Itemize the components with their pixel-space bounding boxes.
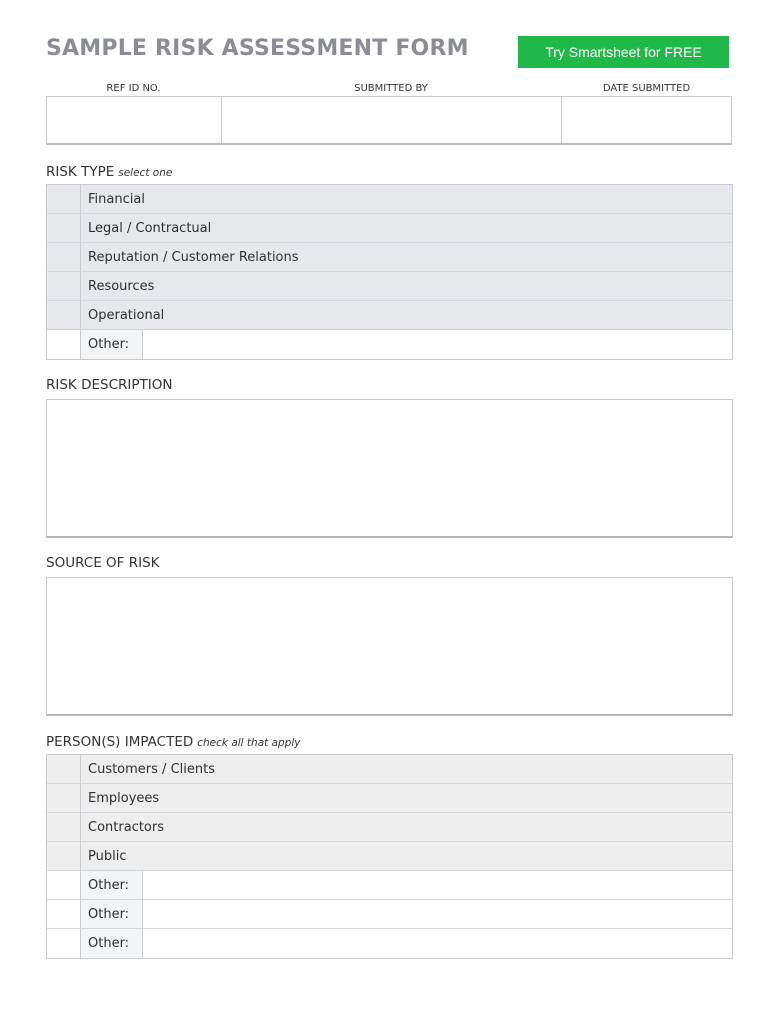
person-other-label: Other: [81,900,143,928]
risk-type-label: RISK TYPE [46,164,115,180]
person-option: Public [88,848,127,864]
risk-type-option: Reputation / Customer Relations [88,249,299,265]
list-item [47,301,732,330]
person-option: Contractors [88,819,164,835]
person-other-label: Other: [81,929,143,958]
person-other-input[interactable] [143,871,732,899]
person-checkbox[interactable] [47,871,81,899]
list-item [47,813,732,842]
ref-id-field[interactable] [47,97,222,143]
list-item [47,214,732,243]
list-item [47,871,732,900]
person-checkbox[interactable] [47,929,81,958]
list-item [47,900,732,929]
try-smartsheet-button[interactable]: Try Smartsheet for FREE [518,36,729,68]
risk-type-option: Legal / Contractual [88,220,212,236]
risk-type-checkbox[interactable] [47,272,81,300]
risk-description-label: RISK DESCRIPTION [46,377,173,393]
date-submitted-field[interactable] [562,97,731,143]
risk-type-checkbox[interactable] [47,185,81,213]
risk-type-option: Resources [88,278,155,294]
ref-id-label: REF ID NO. [106,83,161,94]
person-option: Customers / Clients [88,761,215,777]
header-fields-table [46,96,732,145]
person-other-label: Other: [81,871,143,899]
person-other-input[interactable] [143,900,732,928]
submitted-by-label: SUBMITTED BY [354,83,428,94]
source-of-risk-label: SOURCE OF RISK [46,555,160,571]
risk-type-checkbox[interactable] [47,330,81,359]
list-item [47,272,732,301]
list-item [47,842,732,871]
risk-type-option: Financial [88,191,145,207]
list-item [47,929,732,958]
person-other-input[interactable] [143,929,732,958]
risk-type-heading [46,164,172,180]
risk-type-checkbox[interactable] [47,301,81,329]
submitted-by-field[interactable] [222,97,562,143]
person-checkbox[interactable] [47,784,81,812]
risk-description-field[interactable] [46,399,733,538]
person-checkbox[interactable] [47,842,81,870]
persons-impacted-list [46,754,733,959]
list-item [47,755,732,784]
list-item [47,330,732,359]
person-checkbox[interactable] [47,755,81,783]
person-option: Employees [88,790,160,806]
risk-type-option: Operational [88,307,165,323]
risk-type-checkbox[interactable] [47,214,81,242]
list-item [47,243,732,272]
person-checkbox[interactable] [47,900,81,928]
risk-type-other-input[interactable] [143,330,732,359]
risk-type-list [46,184,733,360]
person-checkbox[interactable] [47,813,81,841]
date-submitted-label: DATE SUBMITTED [602,83,691,94]
persons-impacted-heading [46,734,301,750]
risk-type-hint: select one [118,167,173,179]
persons-impacted-hint: check all that apply [197,737,301,749]
list-item [47,185,732,214]
persons-impacted-label: PERSON(S) IMPACTED [46,734,194,750]
risk-type-other-label: Other: [81,330,143,359]
source-of-risk-field[interactable] [46,577,733,716]
form-title: SAMPLE RISK ASSESSMENT FORM [46,36,469,61]
list-item [47,784,732,813]
risk-type-checkbox[interactable] [47,243,81,271]
